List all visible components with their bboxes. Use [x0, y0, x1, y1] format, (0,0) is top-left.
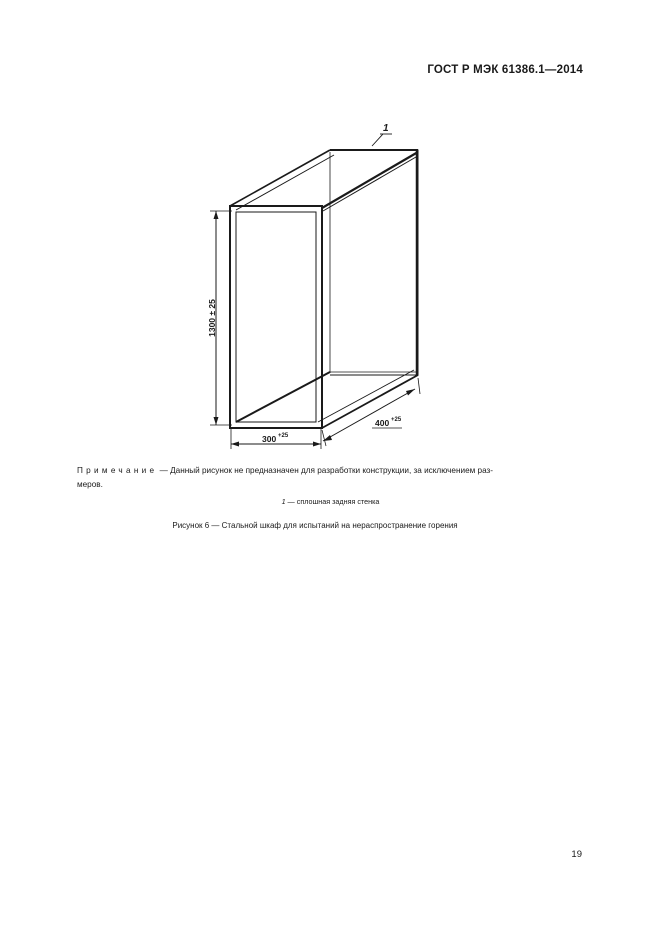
top-left-edge [230, 150, 330, 206]
back-frame [330, 150, 418, 375]
legend-number: 1 [281, 497, 286, 506]
page-number: 19 [571, 849, 582, 860]
width-dim-tolerance: +25 [278, 433, 289, 439]
figure-caption: Рисунок 6 — Стальной шкаф для испытаний на нераспространение горения [172, 521, 458, 530]
bottom-right-edge [322, 375, 418, 428]
note-text: — Данный рисунок не предназначен для разработки конструкции, за исключением раз- [159, 466, 494, 475]
note-text-continued: меров. [77, 480, 103, 489]
callout-number: 1 [383, 123, 389, 134]
note-label: Примечание [77, 466, 158, 475]
depth-dim-label: 400 [375, 418, 390, 428]
top-right-edge-inner [323, 157, 416, 211]
top-left-edge-inner [236, 155, 334, 210]
top-right-edge [322, 152, 418, 208]
front-frame-outer [230, 206, 322, 428]
depth-dim-line [323, 389, 415, 441]
front-frame-inner [236, 212, 316, 422]
figure-legend [0, 497, 661, 506]
width-dim-label: 300 [262, 434, 277, 444]
document-header: ГОСТ Р МЭК 61386.1—2014 [427, 64, 583, 76]
legend-text: — сплошная задняя стенка [285, 497, 380, 506]
figure-note [77, 464, 587, 492]
bottom-right-inner [318, 370, 414, 422]
bottom-left-edge [236, 372, 330, 422]
depth-dim-tolerance: +25 [391, 417, 402, 423]
height-dim-label: 1300 ± 25 [207, 299, 217, 337]
callout-leader [372, 134, 383, 146]
